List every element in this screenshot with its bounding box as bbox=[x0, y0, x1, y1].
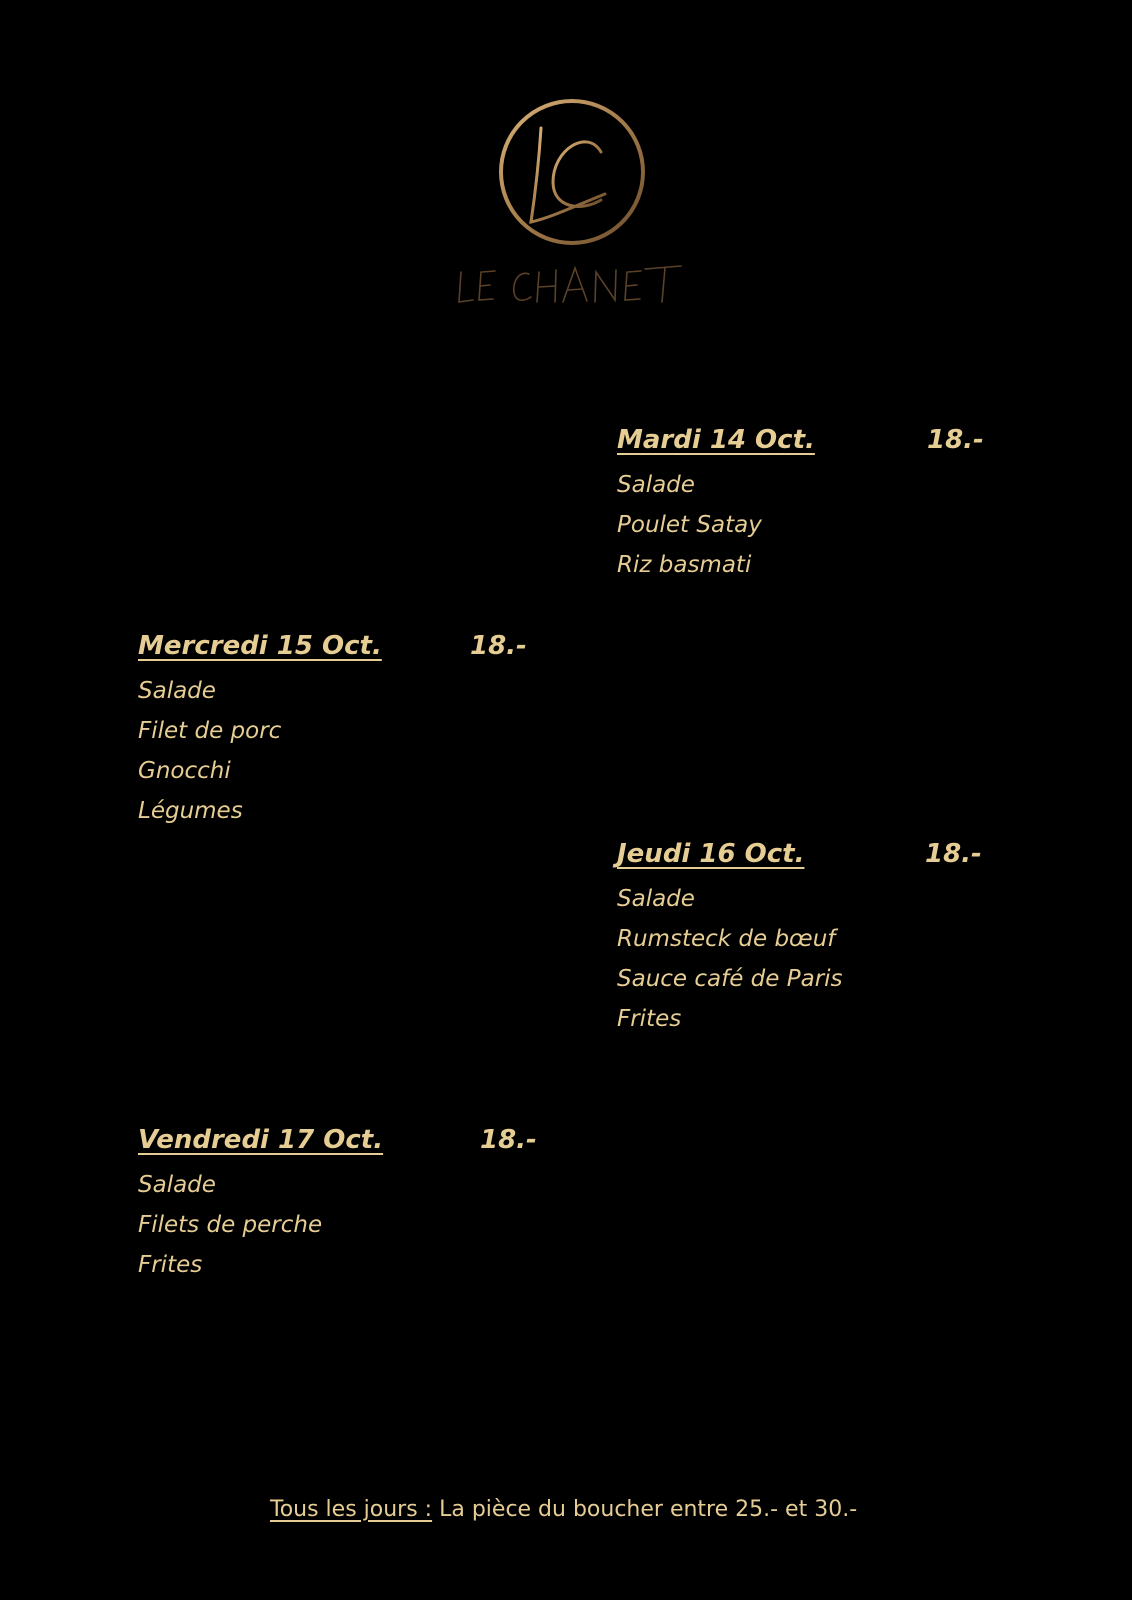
dish-item: Frites bbox=[138, 1252, 203, 1278]
dish-item: Rumsteck de bœuf bbox=[617, 926, 836, 952]
day-price: 18.- bbox=[470, 631, 527, 661]
menu-day-jeudi bbox=[617, 839, 982, 1039]
daily-special-note bbox=[270, 1497, 857, 1522]
dish-item: Salade bbox=[617, 886, 695, 912]
day-header bbox=[617, 839, 982, 875]
menu-day-vendredi bbox=[138, 1125, 537, 1285]
day-header bbox=[617, 425, 984, 461]
dish-list bbox=[617, 879, 843, 1039]
logo-wordmark bbox=[459, 266, 681, 302]
day-header bbox=[138, 631, 527, 667]
dish-item: Salade bbox=[138, 678, 216, 704]
dish-list bbox=[617, 465, 762, 585]
menu-day-mercredi bbox=[138, 631, 527, 831]
dish-item: Filets de perche bbox=[138, 1212, 323, 1238]
logo-letter-l bbox=[531, 128, 605, 222]
dish-item: Poulet Satay bbox=[617, 512, 762, 538]
day-price: 18.- bbox=[480, 1125, 537, 1155]
logo-letter-c bbox=[553, 142, 601, 207]
footer-text: La pièce du boucher entre 25.- et 30.- bbox=[439, 1497, 858, 1522]
dish-item: Gnocchi bbox=[138, 758, 231, 784]
logo-circle bbox=[501, 101, 643, 243]
dish-list bbox=[138, 1165, 322, 1285]
day-name: Mardi 14 Oct. bbox=[617, 425, 815, 455]
dish-item: Salade bbox=[617, 472, 695, 498]
dish-item: Légumes bbox=[138, 798, 243, 824]
day-price: 18.- bbox=[927, 425, 984, 455]
day-name: Vendredi 17 Oct. bbox=[138, 1125, 384, 1155]
dish-item: Sauce café de Paris bbox=[617, 966, 843, 992]
footer-label: Tous les jours : bbox=[270, 1497, 433, 1522]
le-chanet-logo bbox=[455, 90, 685, 320]
dish-item: Riz basmati bbox=[617, 552, 752, 578]
dish-item: Frites bbox=[617, 1006, 682, 1032]
day-name: Mercredi 15 Oct. bbox=[138, 631, 382, 661]
menu-day-mardi bbox=[617, 425, 984, 585]
dish-item: Filet de porc bbox=[138, 718, 282, 744]
dish-item: Salade bbox=[138, 1172, 216, 1198]
day-header bbox=[138, 1125, 537, 1161]
day-name: Jeudi 16 Oct. bbox=[617, 839, 805, 869]
dish-list bbox=[138, 671, 281, 831]
day-price: 18.- bbox=[925, 839, 982, 869]
